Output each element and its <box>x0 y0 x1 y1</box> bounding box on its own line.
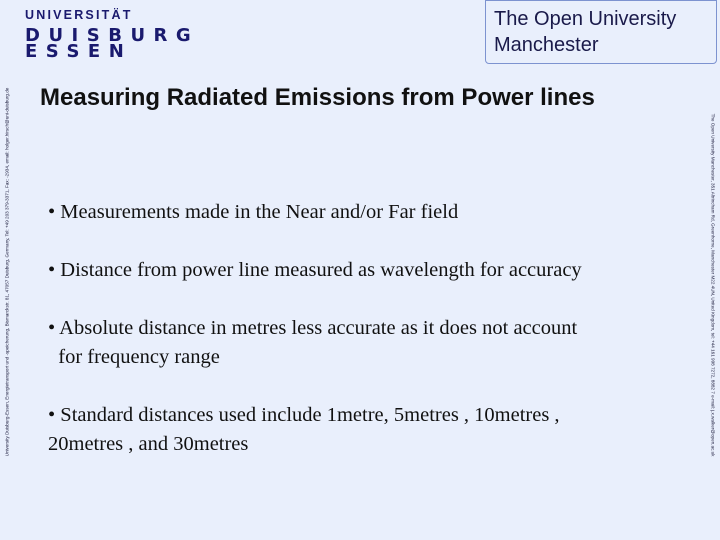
slide-title: Measuring Radiated Emissions from Power lines <box>40 84 595 111</box>
right-address-text: The Open University Manchester, 351 Altrincham Rd, Greenhorne, Manchester M22 4UN, United Kingdom, tel: +44 161 998 7272, 8882 7 e-mail: j.x.walker@open.ac.uk <box>710 113 716 457</box>
bullet-item <box>48 198 688 227</box>
partner-line-2: Manchester <box>494 34 599 56</box>
left-vertical-footer <box>0 0 14 540</box>
logo-university-label: UNIVERSITÄT <box>25 8 133 22</box>
logo-duisburg-label: DUISBURG <box>25 25 200 46</box>
bullet-line: • Absolute distance in metres less accurate as it does not account <box>48 317 578 339</box>
logo-essen-label: ESSEN <box>25 41 133 62</box>
bullet-item <box>48 401 688 459</box>
partner-name <box>494 6 714 58</box>
bullet-item <box>48 256 688 285</box>
right-vertical-footer <box>706 0 720 540</box>
left-address-text: University Duisburg-Essen, Energietransport und -speicherung, Bismarckstr. 81, 47057 Duisburg, Germany, Tel: +49 203 379-3371, Fax: -2934, email: holger.hirsch@uni-duisburg.de <box>4 87 10 457</box>
bullet-line-continued: for frequency range <box>48 346 220 368</box>
bullet-line: • Measurements made in the Near and/or Far field <box>48 201 459 223</box>
partner-box <box>485 0 717 64</box>
partner-line-1: The Open University <box>494 8 677 30</box>
bullet-list <box>48 198 688 488</box>
bullet-line: • Distance from power line measured as wavelength for accuracy <box>48 259 582 281</box>
bullet-item <box>48 314 688 372</box>
bullet-line: • Standard distances used include 1metre, 5metres , 10metres , <box>48 404 560 426</box>
bullet-line-continued: 20metres , and 30metres <box>48 433 249 455</box>
university-logo <box>25 8 200 64</box>
